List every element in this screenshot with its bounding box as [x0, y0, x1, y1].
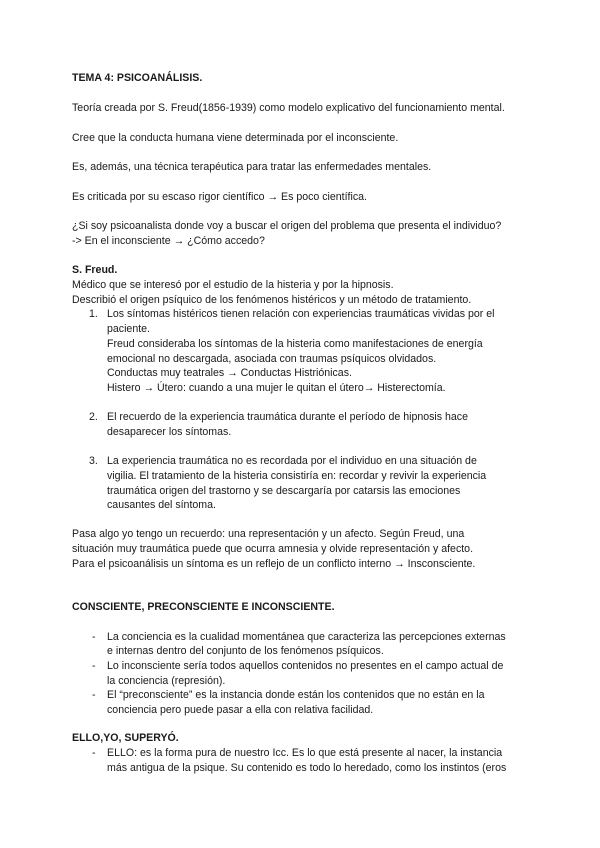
list-item-line: El recuerdo de la experiencia traumática durante el período de hipnosis hace: [107, 411, 468, 423]
bullet-dash: -: [92, 747, 96, 759]
intro-line: Es criticada por su escaso rigor científico → Es poco científica.: [72, 191, 367, 203]
bullet-line: conciencia pero puede pasar a ella con relativa facilidad.: [107, 704, 374, 716]
intro-line: Es, además, una técnica terapéutica para tratar las enfermedades mentales.: [72, 161, 432, 173]
bullet-line: más antigua de la psique. Su contenido es todo lo heredado, como los instintos (eros: [107, 762, 507, 774]
bullet-line: e internas dentro del conjunto de los fenómenos psíquicos.: [107, 645, 384, 657]
list-item-line: vigilia. El tratamiento de la histeria consistiría en: recordar y revivir la experiencia: [107, 470, 487, 482]
list-item-line: paciente.: [107, 323, 150, 335]
bullet-line: El “preconsciente” es la instancia donde están los contenidos que no están en la: [107, 689, 485, 701]
page-title: TEMA 4: PSICOANÁLISIS.: [72, 72, 203, 84]
bullet-line: ELLO: es la forma pura de nuestro Icc. Es lo que está presente al nacer, la instancia: [107, 747, 503, 759]
section-heading: ELLO,YO, SUPERYÓ.: [72, 732, 179, 744]
list-item-line: traumática origen del trastorno y se descargaría por catarsis las emociones: [107, 485, 461, 497]
bullet-dash: -: [92, 631, 96, 643]
list-number: 1.: [89, 308, 98, 320]
list-item-line: desaparecer los síntomas.: [107, 426, 232, 438]
list-item-line: emocional no descargada, asociada con traumas psíquicos olvidados.: [107, 353, 437, 365]
freud-heading: S. Freud.: [72, 264, 118, 276]
bullet-line: La conciencia es la cualidad momentánea que caracteriza las percepciones externas: [107, 631, 506, 643]
bullet-dash: -: [92, 689, 96, 701]
intro-line: Cree que la conducta humana viene determinada por el inconsciente.: [72, 132, 399, 144]
list-number: 3.: [89, 455, 98, 467]
list-item-line: Histero → Útero: cuando a una mujer le quitan el útero→ Histerectomía.: [107, 382, 446, 394]
list-item-line: Los síntomas histéricos tienen relación con experiencias traumáticas vividas por el: [107, 308, 495, 320]
list-item-line: Freud consideraba los síntomas de la histeria como manifestaciones de energía: [107, 338, 483, 350]
section-heading: CONSCIENTE, PRECONSCIENTE E INCONSCIENTE.: [72, 601, 335, 613]
list-item-line: causantes del síntoma.: [107, 499, 216, 511]
question-line: -> En el inconsciente → ¿Cómo accedo?: [72, 235, 265, 247]
list-number: 2.: [89, 411, 98, 423]
list-item-line: La experiencia traumática no es recordada por el individuo en una situación de: [107, 455, 477, 467]
list-item-line: Conductas muy teatrales → Conductas Histriónicas.: [107, 367, 352, 379]
freud-line: Médico que se interesó por el estudio de la histeria y por la hipnosis.: [72, 279, 394, 291]
freud-line: Describió el origen psíquico de los fenómenos histéricos y un método de tratamiento.: [72, 294, 472, 306]
intro-line: Teoría creada por S. Freud(1856-1939) como modelo explicativo del funcionamiento mental.: [72, 102, 505, 114]
bullet-line: Lo inconsciente sería todos aquellos contenidos no presentes en el campo actual de: [107, 660, 504, 672]
closing-line: Pasa algo yo tengo un recuerdo: una representación y un afecto. Según Freud, una: [72, 528, 465, 540]
bullet-dash: -: [92, 660, 96, 672]
bullet-line: la conciencia (represión).: [107, 675, 226, 687]
question-line: ¿Si soy psicoanalista donde voy a buscar el origen del problema que presenta el individuo?: [72, 220, 502, 232]
closing-line: situación muy traumática puede que ocurra amnesia y olvide representación y afecto.: [72, 543, 474, 555]
closing-line: Para el psicoanálisis un síntoma es un reflejo de un conflicto interno → Insconsciente.: [72, 558, 476, 570]
